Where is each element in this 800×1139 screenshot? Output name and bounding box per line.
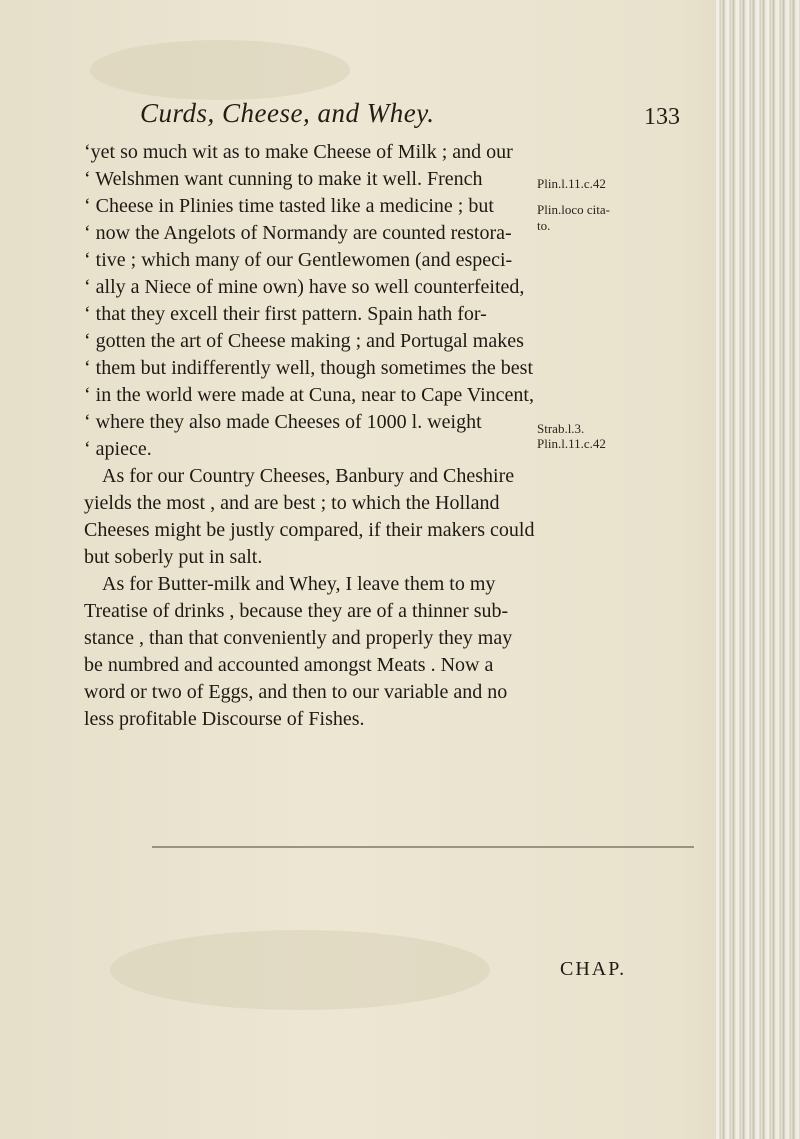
catchword: CHAP.: [560, 958, 627, 980]
text-line: ‘ Welshmen want cunning to make it well. French: [84, 168, 483, 190]
paper-stain: [110, 930, 490, 1010]
text-line: As for our Country Cheeses, Banbury and Cheshire: [102, 465, 515, 487]
margin-note: Plin.l.11.c.42: [537, 176, 606, 191]
text-line: yields the most , and are best ; to which the Holland: [84, 492, 500, 514]
text-line: be numbred and accounted amongst Meats . Now a: [84, 654, 494, 676]
text-line: but soberly put in salt.: [84, 546, 263, 568]
running-title: Curds, Cheese, and Whey.: [140, 98, 435, 128]
margin-note: Plin.l.11.c.42: [537, 436, 606, 451]
text-line: less profitable Discourse of Fishes.: [84, 708, 365, 730]
text-line: word or two of Eggs, and then to our variable and no: [84, 681, 508, 703]
body-text: [84, 139, 535, 733]
margin-note: Strab.l.3.: [537, 421, 585, 436]
text-line: Cheeses might be justly compared, if their makers could: [84, 519, 535, 541]
page-header: [140, 98, 680, 132]
text-line: Treatise of drinks , because they are of a thinner sub-: [84, 600, 509, 622]
margin-note: to.: [537, 218, 551, 233]
text-line: ‘ ally a Niece of mine own) have so well counterfeited,: [84, 276, 525, 298]
text-line: ‘ where they also made Cheeses of 1000 l. weight: [84, 411, 482, 433]
text-line: ‘ now the Angelots of Normandy are counted restora-: [84, 222, 512, 244]
text-line: ‘ apiece.: [84, 438, 152, 460]
text-line: ‘yet so much wit as to make Cheese of Milk ; and our: [84, 141, 513, 163]
margin-note: Plin.loco cita-: [537, 202, 610, 217]
book-spine-edge: [716, 0, 800, 1139]
text-line: ‘ them but indifferently well, though sometimes the best: [84, 357, 533, 379]
text-line: ‘ that they excell their first pattern. Spain hath for-: [84, 303, 487, 325]
text-line: stance , than that conveniently and properly they may: [84, 627, 513, 649]
text-line: ‘ in the world were made at Cuna, near to Cape Vincent,: [84, 384, 534, 406]
text-line: ‘ gotten the art of Cheese making ; and Portugal makes: [84, 330, 524, 352]
page-number: 133: [644, 104, 680, 130]
text-line: As for Butter-milk and Whey, I leave them to my: [102, 573, 496, 595]
text-line: ‘ tive ; which many of our Gentlewomen (and especi-: [84, 249, 513, 271]
paper-stain: [90, 40, 350, 100]
section-rule: [152, 846, 694, 848]
text-line: ‘ Cheese in Plinies time tasted like a medicine ; but: [84, 195, 494, 217]
